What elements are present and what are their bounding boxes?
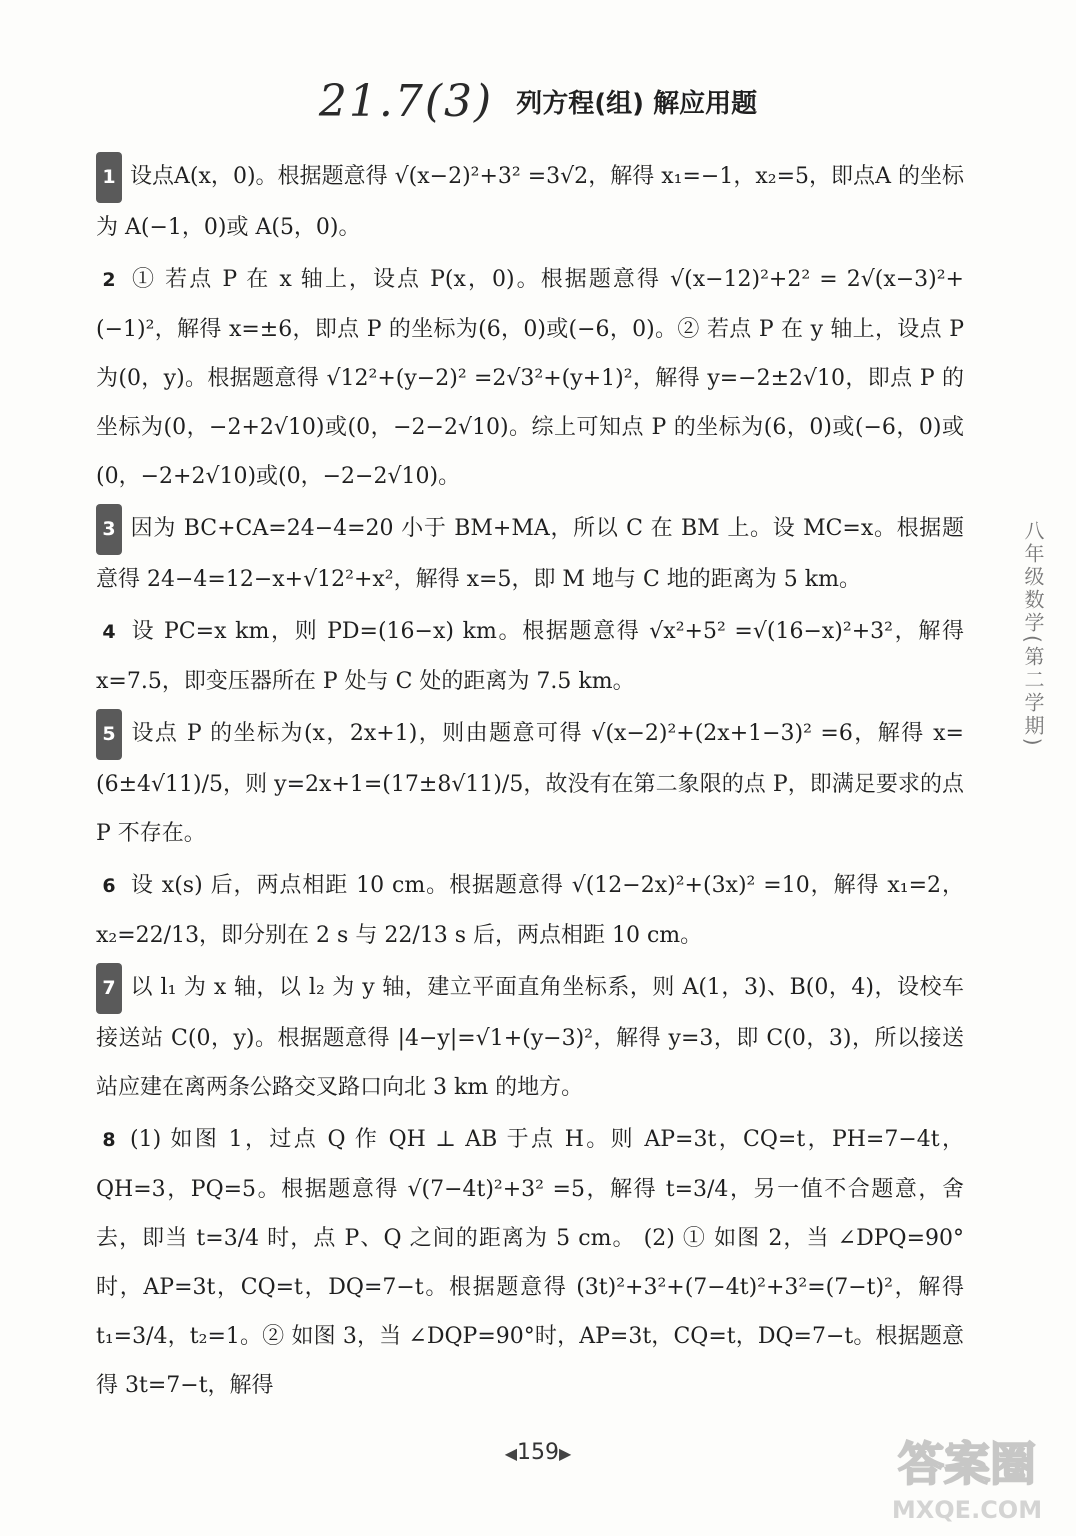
watermark-chars: 答案圈: [898, 1437, 1036, 1491]
section-title: 列方程(组) 解应用题: [516, 89, 758, 119]
item-text: 设 x(s) 后，两点相距 10 cm。根据题意得 √(12−2x)²+(3x)² =10，解得 x₁=2，x₂=22/13，即分别在 2 s 与 22/13 s 后，两点相距 10 cm。: [96, 873, 964, 948]
sidebar-book-title: 八年级数学(第二学期): [1021, 520, 1045, 749]
item-text: 因为 BC+CA=24−4=20 小于 BM+MA，所以 C 在 BM 上。设 MC=x。根据题意得 24−4=12−x+√12²+x²，解得 x=5，即 M 地与 C 地的距离为 5 km。: [96, 516, 964, 592]
answer-item-1: [96, 152, 964, 252]
item-text: (1) 如图 1，过点 Q 作 QH ⊥ AB 于点 H。则 AP=3t，CQ=t，PH=7−4t，QH=3，PQ=5。根据题意得 √(7−4t)²+3² =5，解得 t=3/4，另一值不合题意，舍去，即当 t=3/4 时，点 P、Q 之间的距离为 5 cm。 (2) ① 如图 2，当 ∠DPQ=90°时，AP=3t，CQ=t，DQ=7−t。根据题意得 (3t)²+3²+(7−4t)²+3²=(7−t)²，解得 t₁=3/4，t₂=1。② 如图 3，当 ∠DQP=90°时，AP=3t，CQ=t，DQ=7−t。根据题意得 3t=7−t，解得: [96, 1127, 964, 1398]
answer-item-8: [96, 1115, 964, 1410]
item-number: 6: [102, 875, 116, 897]
page-number-text: 159: [517, 1440, 559, 1465]
item-number: 8: [102, 1129, 116, 1151]
page-arrow-left-icon: ◀: [504, 1444, 517, 1463]
item-text: 设 PC=x km，则 PD=(16−x) km。根据题意得 √x²+5² =√(16−x)²+3²，解得 x=7.5，即变压器所在 P 处与 C 处的距离为 7.5 km。: [96, 619, 964, 694]
item-text: ① 若点 P 在 x 轴上，设点 P(x，0)。根据题意得 √(x−12)²+2² = 2√(x−3)²+(−1)²，解得 x=±6，即点 P 的坐标为(6，0)或(−6，0)。② 若点 P 在 y 轴上，设点 P 为(0，y)。根据题意得 √12²+(y−2)² =2√3²+(y+1)²，解得 y=−2±2√10，即点 P 的坐标为(0，−2+2√10)或(0，−2−2√10)。综上可知点 P 的坐标为(6，0)或(−6，0)或(0，−2+2√10)或(0，−2−2√10)。: [96, 267, 964, 489]
item-text: 以 l₁ 为 x 轴，以 l₂ 为 y 轴，建立平面直角坐标系，则 A(1，3)、B(0，4)，设校车接送站 C(0，y)。根据题意得 |4−y|=√1+(y−3)²，解得 y=3，即 C(0，3)，所以接送站应建在离两条公路交叉路口向北 3 km 的地方。: [96, 975, 964, 1100]
answer-item-2: [96, 255, 964, 501]
item-number: 2: [102, 269, 116, 291]
item-number: 7: [96, 963, 122, 1014]
section-number: 21.7(3): [318, 76, 494, 127]
item-number: 4: [102, 621, 116, 643]
answer-item-7: [96, 963, 964, 1112]
item-text: 设点 P 的坐标为(x，2x+1)，则由题意可得 √(x−2)²+(2x+1−3)² =6，解得 x=(6±4√11)/5，则 y=2x+1=(17±8√11)/5，故没有在第二象限的点 P，即满足要求的点 P 不存在。: [96, 721, 964, 846]
answer-item-6: [96, 861, 964, 960]
answer-item-5: [96, 709, 964, 858]
page-arrow-right-icon: ▶: [559, 1444, 572, 1463]
item-number: 3: [96, 504, 122, 555]
answer-list: [96, 152, 964, 1413]
watermark-url: MXQE.COM: [891, 1496, 1043, 1524]
item-number: 5: [96, 709, 122, 760]
item-number: 1: [96, 152, 122, 203]
item-text: 设点A(x，0)。根据题意得 √(x−2)²+3² =3√2，解得 x₁=−1，x₂=5，即点A 的坐标为 A(−1，0)或 A(5，0)。: [96, 164, 964, 240]
section-header: [0, 76, 1076, 127]
answer-item-4: [96, 607, 964, 706]
watermark-logo-icon: [872, 1428, 1062, 1528]
answer-item-3: [96, 504, 964, 604]
